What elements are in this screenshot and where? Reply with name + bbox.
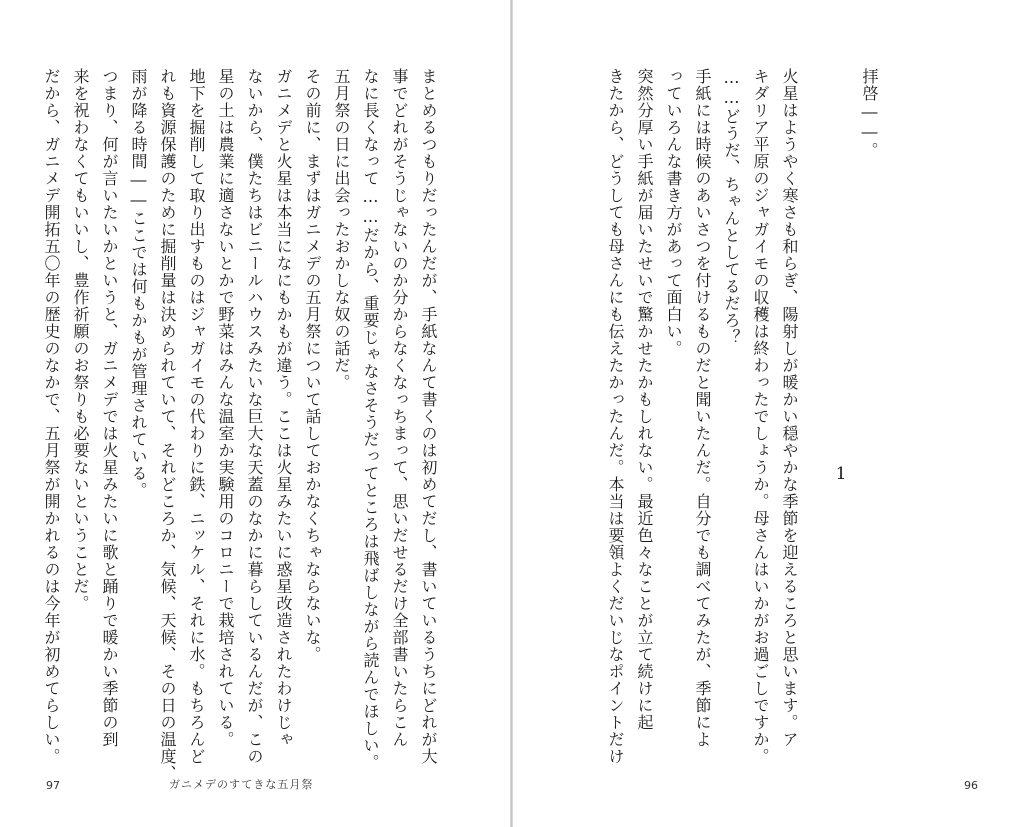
right-page (513, 0, 1024, 827)
body-line: 事でどれがそうじゃないのか分からなくなっちまって、思いだせるだけ全部書いたらこん (390, 68, 409, 748)
page-number: 97 (46, 779, 60, 792)
running-title: ガニメデのすてきな五月祭 (169, 778, 314, 791)
body-line: っていろんな書き方があって面白い。 (664, 68, 683, 357)
body-line: ……どうだ、ちゃんとしてるだろ？ (722, 68, 741, 346)
body-line: 地下を掘削して取り出すものはジャガイモの代わりに鉄、ニッケル、それに水。もちろんど (187, 68, 206, 765)
left-page (0, 0, 511, 827)
body-line: だから、ガニメデ開拓五〇年の歴史のなかで、五月祭が開かれるのは今年が初めてらしい。 (42, 68, 61, 765)
right-page-body (601, 68, 884, 765)
salutation: 拝啓――。 (860, 68, 879, 159)
body-line: なに長くなって……だから、重要じゃなさそうだってところは飛ばしながら読んでほしい。 (361, 68, 380, 771)
chapter-number-column (826, 68, 855, 748)
body-line: 五月祭の日に出会ったおかしな奴の話だ。 (332, 68, 351, 391)
body-line: 火星はようやく寒さも和らぎ、陽射しが暖かい穏やかな季節を迎えるころと思います。ア (780, 68, 799, 748)
chapter-number: 1 (831, 463, 851, 485)
body-line: 手紙には時候のあいさつを付けるものだと聞いたんだ。自分でも調べてみたが、季節によ (693, 68, 712, 748)
body-line: れも資源保護のために掘削量は決められていて、それどころか、気候、天候、その日の温度、 (158, 68, 177, 782)
page-number: 96 (964, 779, 978, 792)
body-line: 雨が降る時間――ここでは何もかもが管理されている。 (129, 68, 148, 499)
body-line: 星の土は農業に適さないとかで野菜はみんな温室か実験用のコロニーで栽培されている。 (216, 68, 235, 748)
left-page-body (37, 68, 443, 782)
body-line: 突然分厚い手紙が届いたせいで驚かせたかもしれない。最近色々なことが立て続けに起 (635, 68, 654, 731)
body-line: 来を祝わなくてもいいし、豊作祈願のお祭りも必要ないということだ。 (71, 68, 90, 612)
body-line: ガニメデと火星は本当になにもかもが違う。ここは火星みたいに惑星改造されたわけじゃ (274, 68, 293, 748)
body-line: きたから、どうしても母さんにも伝えたかったんだ。本当は要領よくだいじなポイントだけ (606, 68, 625, 765)
body-line: ないから、僕たちはビニールハウスみたいな巨大な天蓋のなかに暮らしているんだが、この (245, 68, 264, 765)
body-line: つまり、何が言いたいかというと、ガニメデでは火星みたいに歌と踊りで暖かい季節の到 (100, 68, 119, 748)
body-line: キダリア平原のジャガイモの収穫は終わったでしょうか。母さんはいかがお過ごしですか。 (751, 68, 770, 765)
body-line: まとめるつもりだったんだが、手紙なんて書くのは初めてだし、書いているうちにどれが大 (419, 68, 438, 765)
body-line: その前に、まずはガニメデの五月祭について話しておかなくちゃならないな。 (303, 68, 322, 663)
